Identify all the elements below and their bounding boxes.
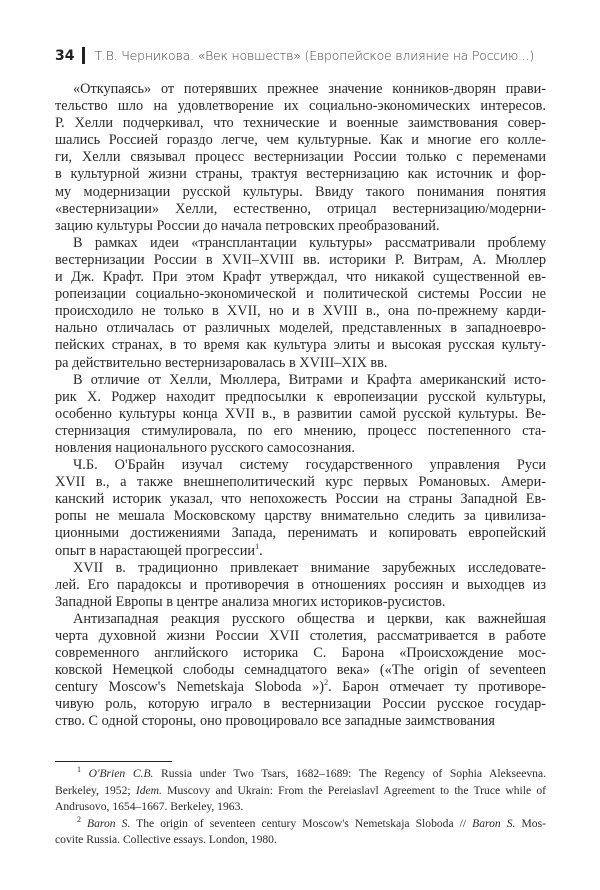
text-line: «Откупаясь» от потерявших прежнее значение конников-дворян прави-: [73, 81, 546, 97]
text-line: ропеизации социально-экономической и политической системы России не: [55, 286, 546, 303]
text-line: Ч.Б. О'Брайн изучал систему государственного управления Руси: [73, 457, 546, 474]
footnote-text: Russia under Two Tsars, 1682–1689: The Regency of Sophia Alekseevna.: [153, 767, 546, 780]
footnote-2-line2: covite Russia. Collective essays. London, 1980.: [55, 833, 277, 847]
text-line: му модернизации русской культуры. Ввиду такого понимания понятия: [55, 183, 546, 200]
text-line: канский историк указал, что непохожесть России на страны Западной Ев-: [55, 491, 546, 508]
text-line: вестернизации России в XVII–XVIII вв. историки Р. Витрам, А. Мюллер: [55, 251, 546, 268]
text-line: опыт в нарастающей прогрессии$^1$.: [55, 541, 263, 559]
paragraph: [55, 457, 546, 560]
text-line: нально отличалась от различных моделей, представленных в западноевро-: [55, 320, 546, 337]
footnote-1-line2: [55, 783, 546, 800]
text-line: тельство шло на удовлетворение их социально-экономических интересов.: [55, 98, 546, 115]
text-line: чивую роль, которую играло в вестернизации России русское государ-: [55, 696, 546, 713]
footnote-text: Berkeley, 1952;: [55, 783, 136, 797]
footnote-author: Baron S.: [472, 816, 516, 830]
footnotes: [55, 766, 546, 849]
text-line: в культурной жизни страны, трактуя вестернизацию как источник и фор-: [55, 166, 546, 183]
paragraph: [55, 235, 546, 372]
body-text: [55, 81, 546, 731]
text-line: пейских странах, в то время как культура элиты и высокая русская культу-: [55, 337, 546, 354]
footnote-author: Baron S.: [87, 816, 131, 830]
running-title: Т.В. Черникова. «Век новшеств» (Европейское влияние на Россию...): [94, 48, 535, 63]
footnote-1-line3: Andrusovo, 1654–1667. Berkeley, 1963.: [55, 800, 244, 814]
text-line: XVII в., а также внешнеполитический курс первых Романовых. Амери-: [55, 474, 546, 491]
text-line: особенно культуры конца XVII в., в развитии самой русской культуры. Ве-: [55, 405, 546, 422]
footnote-number: 1: [77, 765, 81, 775]
footnote-idem: Idem.: [135, 783, 162, 797]
text-line: происходило не только в XVII, но и в XVIII в., она по-прежнему карди-: [55, 303, 546, 320]
footnote-1: [55, 766, 546, 783]
text-line: [55, 679, 546, 696]
text-line: черта духовной жизни России XVII столетия, рассматривается в работе: [55, 628, 546, 644]
footnote-rule: [55, 761, 172, 762]
page-number: 34: [55, 47, 75, 64]
footnote-ref[interactable]: 1: [255, 541, 260, 551]
text-line: и Дж. Крафт. При этом Крафт утверждал, что никакой существенной ев-: [55, 269, 546, 286]
paragraph: [55, 560, 546, 611]
footnote-ref[interactable]: 2: [324, 678, 329, 688]
text-line: ги, Хелли связывал процесс вестернизации России только с переменами: [55, 149, 546, 166]
text-line: шались Россией гораздо легче, чем культурные. Как и многие его колле-: [55, 132, 546, 149]
text-line: В рамках идеи «трансплантации культуры» рассматривали проблему: [73, 234, 546, 251]
text-line: современного английского историка С. Барона «Происхождение мос-: [55, 645, 546, 662]
text-line: новления национального русского самосознания.: [55, 439, 355, 456]
text-line: Антизападная реакция русского общества и церкви, как важнейшая: [73, 610, 546, 627]
text-line: XVII в. традиционно привлекает внимание зарубежных исследовате-: [73, 559, 546, 576]
running-header: [55, 47, 534, 64]
footnote-text: The origin of seventeen century Moscow's Nemetskaja Sloboda //: [130, 816, 473, 830]
header-divider: [82, 47, 85, 64]
text-fragment: .: [259, 542, 263, 559]
text-line: ство. С одной стороны, оно провоцировало все западные заимствования: [55, 713, 495, 730]
text-line: В отличие от Хелли, Мюллера, Витрами и Крафта американский исто-: [73, 371, 546, 388]
text-line: зацию культуры России до начала петровских преобразований.: [55, 217, 440, 234]
paragraph: [55, 611, 546, 731]
text-line: лей. Его парадоксы и противоречия в отношениях россиян и выходцев из: [55, 576, 546, 593]
text-line: ропы не мешала Московскому царству внимательно следить за цивилиза-: [55, 508, 546, 525]
paragraph: [55, 81, 546, 235]
text-line: Р. Хелли подчеркивал, что технические и военные заимствования совер-: [55, 115, 546, 132]
text-fragment: . Барон отмечает ту противоре-: [328, 679, 547, 696]
footnote-text: Muscovy and Ukrain: From the Pereiaslavl Agreement to the Truce while of: [161, 783, 546, 797]
text-line: ковской Немецкой слободы семнадцатого века» («The origin of seventeen: [55, 662, 546, 679]
footnote-author: O'Brien C.B.: [88, 767, 154, 780]
text-fragment: century Moscow's Nemetskaja Sloboda »): [55, 679, 325, 696]
text-line: «вестернизации» Хелли, естественно, отрицал вестернизацию/модерни-: [55, 200, 546, 217]
footnote-2: [55, 816, 546, 833]
text-line: рик Х. Роджер находит предпосылки к европеизации русской культуры,: [55, 388, 546, 405]
text-line: стернизация стимулировала, по его мнению, процесс постепенного ста-: [55, 422, 546, 439]
footnote-number: 2: [77, 814, 81, 824]
text-line: ра действительно вестернизаровалась в XVIII–XIX вв.: [55, 354, 388, 371]
paragraph: [55, 372, 546, 457]
footnote-text: Mos-: [515, 816, 546, 830]
text-line: Западной Европы в центре анализа многих историков-русистов.: [55, 593, 446, 610]
text-line: ционными достижениями Запада, перенимать и копировать европейский: [55, 525, 546, 542]
